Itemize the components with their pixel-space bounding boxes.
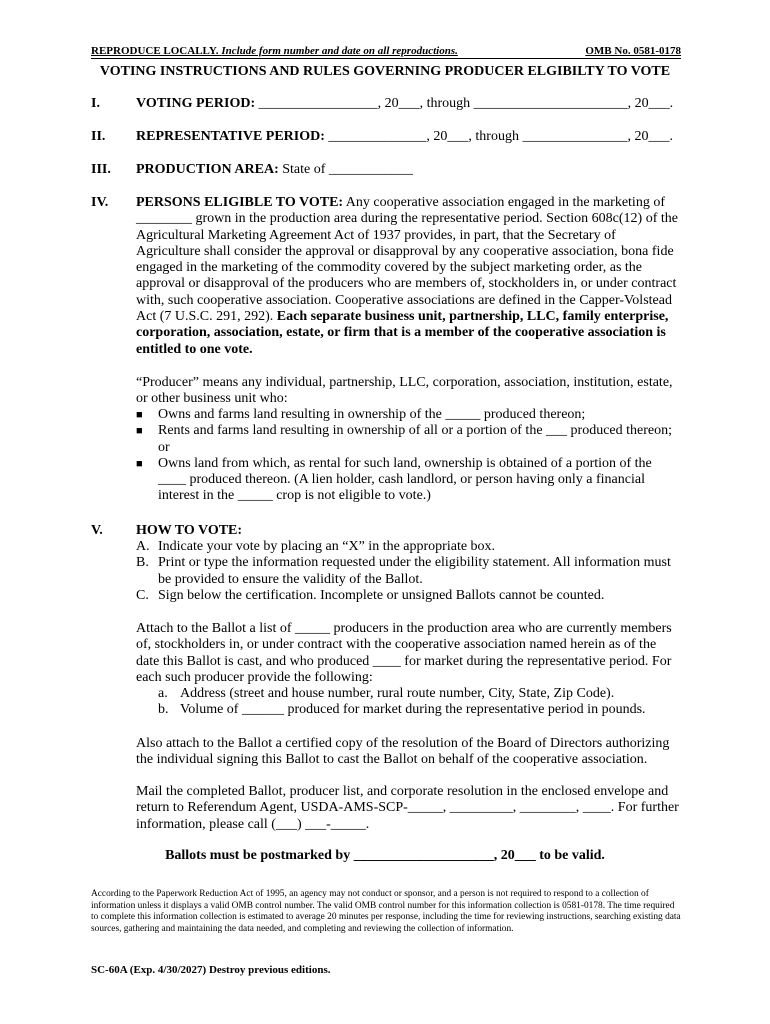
list-item: ■ Owns and farms land resulting in ownership of the _____ produced thereon; bbox=[136, 407, 586, 422]
section-3-production-area: PRODUCTION AREA: State of ____________ bbox=[136, 162, 413, 177]
list-item: b. Volume of ______ produced for market during the representative period in pounds. bbox=[158, 702, 646, 718]
section-1-voting-period: VOTING PERIOD: _________________, 20___, through ______________________, 20___. bbox=[136, 96, 674, 111]
reproduction-notice: REPRODUCE LOCALLY. Include form number and date on all reproductions. bbox=[91, 45, 458, 57]
section-4-eligibility-paragraph: PERSONS ELIGIBLE TO VOTE: Any cooperative association engaged in the marketing of ________ grown in the production area during the representative period. Section 608c(12) of the Agricultural Marketing Agreement Act of 1937 provides, in part, that the Secretary of Agriculture shall consider the approval or disapproval by any cooperative association, bona fide engaged in the marketing of the commodity covered by the subject marketing order, as the approval or disapproval of the producers who are members of, stockholders in, or under contract with, such cooperative association. Cooperative associations are defined in the Capper-Volstead Act (7 U.S.C. 291, 292). Each separate business unit, partnership, LLC, family enterprise, corporation, association, estate, or firm that is a member of the cooperative association is entitled to one vote. bbox=[136, 195, 678, 357]
list-item: A. Indicate your vote by placing an “X” in the appropriate box. bbox=[136, 539, 496, 554]
header-rule bbox=[91, 58, 681, 59]
section-3-number: III. bbox=[91, 162, 111, 177]
section-5-heading: HOW TO VOTE: bbox=[136, 523, 243, 538]
producer-definition: “Producer” means any individual, partnership, LLC, corporation, association, institution, estate, or other business unit who: bbox=[136, 375, 673, 407]
producer-info-list bbox=[158, 686, 681, 719]
document-title: VOTING INSTRUCTIONS AND RULES GOVERNING PRODUCER ELGIBILTY TO VOTE bbox=[99, 64, 671, 79]
list-item: ■ Rents and farms land resulting in ownership of all or a portion of the ___ produced thereon; or bbox=[136, 423, 672, 455]
board-resolution-paragraph: Also attach to the Ballot a certified copy of the resolution of the Board of Directors authorizing the individual signing this Ballot to cast the Ballot on behalf of the cooperative association. bbox=[136, 736, 670, 768]
postmark-deadline: Ballots must be postmarked by ____________________, 20___ to be valid. bbox=[165, 848, 605, 863]
section-4-number: IV. bbox=[91, 195, 109, 210]
attach-producer-list-paragraph: Attach to the Ballot a list of _____ producers in the production area who are currently members of, stockholders in, or under contract with the cooperative association named herein as of the date this Ballot is cast, and who produced ____ for market during the representative period. For each such producer provide the following: bbox=[136, 621, 672, 685]
list-item: C. Sign below the certification. Incomplete or unsigned Ballots cannot be counted. bbox=[136, 587, 605, 603]
producer-criteria-list bbox=[136, 407, 681, 505]
list-item: B. Print or type the information requested under the eligibility statement. All information must be provided to ensure the validity of the Ballot. bbox=[136, 555, 671, 587]
list-item: ■ Owns land from which, as rental for such land, ownership is obtained of a portion of the ____ produced thereon. (A lien holder, cash landlord, or person having only a financial interest in the _____ crop is not eligible to vote.) bbox=[136, 455, 652, 504]
omb-number: OMB No. 0581-0178 bbox=[585, 45, 681, 57]
how-to-vote-steps bbox=[136, 539, 681, 604]
form-identifier: SC-60A (Exp. 4/30/2027) Destroy previous editions. bbox=[91, 964, 331, 976]
square-bullet-icon: ■ bbox=[136, 409, 143, 421]
paperwork-reduction-act-notice: According to the Paperwork Reduction Act of 1995, an agency may not conduct or sponsor, and a person is not required to respond to a collection of information unless it displays a valid OMB control number. The valid OMB control number for this information collection is 0581-0178. The time required to complete this information collection is estimated to average 20 minutes per response, including the time for reviewing instructions, searching existing data sources, gathering and maintaining the data needed, and completing and reviewing the collection of information. bbox=[91, 889, 681, 934]
section-5-number: V. bbox=[91, 523, 103, 538]
square-bullet-icon: ■ bbox=[136, 425, 143, 438]
section-2-representative-period: REPRESENTATIVE PERIOD: ______________, 20___, through _______________, 20___. bbox=[136, 129, 673, 144]
section-2-number: II. bbox=[91, 129, 106, 144]
section-1-number: I. bbox=[91, 96, 100, 111]
square-bullet-icon: ■ bbox=[136, 457, 143, 470]
list-item: a. Address (street and house number, rural route number, City, State, Zip Code). bbox=[158, 686, 615, 701]
mailing-instructions-paragraph: Mail the completed Ballot, producer list, and corporate resolution in the enclosed envelope and return to Referendum Agent, USDA-AMS-SCP-_____, _________, ________, ____. For further information, please call (___) ___-_____. bbox=[136, 784, 679, 832]
